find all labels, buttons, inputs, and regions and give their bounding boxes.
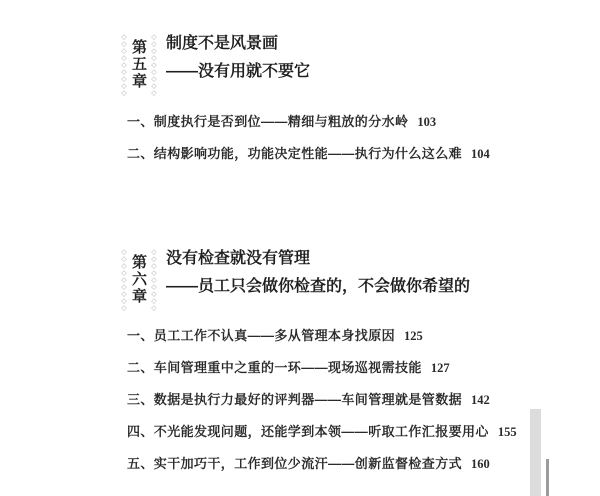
chapter-5-label [120, 33, 157, 96]
diamond-chain-icon: ◇◇◇◇◇◇◇◇◇ [120, 248, 127, 311]
diamond-chain-icon: ◇◇◇◇◇◇◇◇◇ [150, 33, 157, 96]
toc-entry-text: 二、车间管理重中之重的一环——现场巡视需技能 [127, 360, 422, 375]
toc-entry-page: 104 [471, 147, 490, 161]
toc-entry[interactable] [127, 352, 517, 384]
chapter-6-label [120, 248, 157, 311]
toc-entry-page: 155 [497, 425, 517, 439]
toc-entry[interactable] [127, 138, 490, 170]
chapter-5-subtitle: ——没有用就不要它 [166, 63, 311, 80]
toc-entry[interactable] [127, 416, 517, 448]
toc-entry-page: 127 [430, 361, 450, 375]
toc-entry-text: 四、不光能发现问题，还能学到本领——听取工作汇报要用心 [127, 424, 489, 439]
chapter-6-title: 没有检查就没有管理 [166, 250, 311, 267]
toc-entry[interactable] [127, 384, 517, 416]
diamond-chain-icon: ◇◇◇◇◇◇◇◇◇ [150, 248, 157, 311]
chapter-5-title: 制度不是风景画 [166, 35, 279, 52]
chapter-5-number-vertical: 第五章 [130, 39, 147, 90]
chapter-5-entries [127, 106, 490, 170]
toc-entry[interactable] [127, 320, 517, 352]
chapter-6-number-vertical: 第六章 [130, 254, 147, 305]
toc-entry[interactable] [127, 448, 517, 480]
toc-entry[interactable] [127, 106, 490, 138]
toc-entry-page: 125 [404, 329, 423, 343]
toc-entry-text: 一、制度执行是否到位——精细与粗放的分水岭 [127, 114, 409, 129]
page-edge-shadow [530, 409, 541, 496]
chapter-6-header [120, 248, 470, 311]
toc-entry-page: 142 [471, 393, 490, 407]
toc-entry-text: 二、结构影响功能，功能决定性能——执行为什么这么难 [127, 146, 463, 161]
chapter-5-titles [166, 33, 310, 81]
chapter-6-titles [166, 248, 470, 296]
diamond-chain-icon: ◇◇◇◇◇◇◇◇◇ [120, 33, 127, 96]
toc-entry-text: 三、数据是执行力最好的评判器——车间管理就是管数据 [127, 392, 463, 407]
chapter-6-subtitle: ——员工只会做你检查的，不会做你希望的 [166, 278, 471, 295]
page-edge-line [546, 459, 549, 496]
toc-entry-page: 160 [471, 457, 490, 471]
toc-entry-text: 一、员工工作不认真——多从管理本身找原因 [127, 328, 396, 343]
chapter-6-entries [127, 320, 517, 480]
toc-entry-text: 五、实干加巧干，工作到位少流汗——创新监督检查方式 [127, 456, 463, 471]
toc-entry-page: 103 [417, 115, 437, 129]
chapter-5-header [120, 33, 310, 96]
